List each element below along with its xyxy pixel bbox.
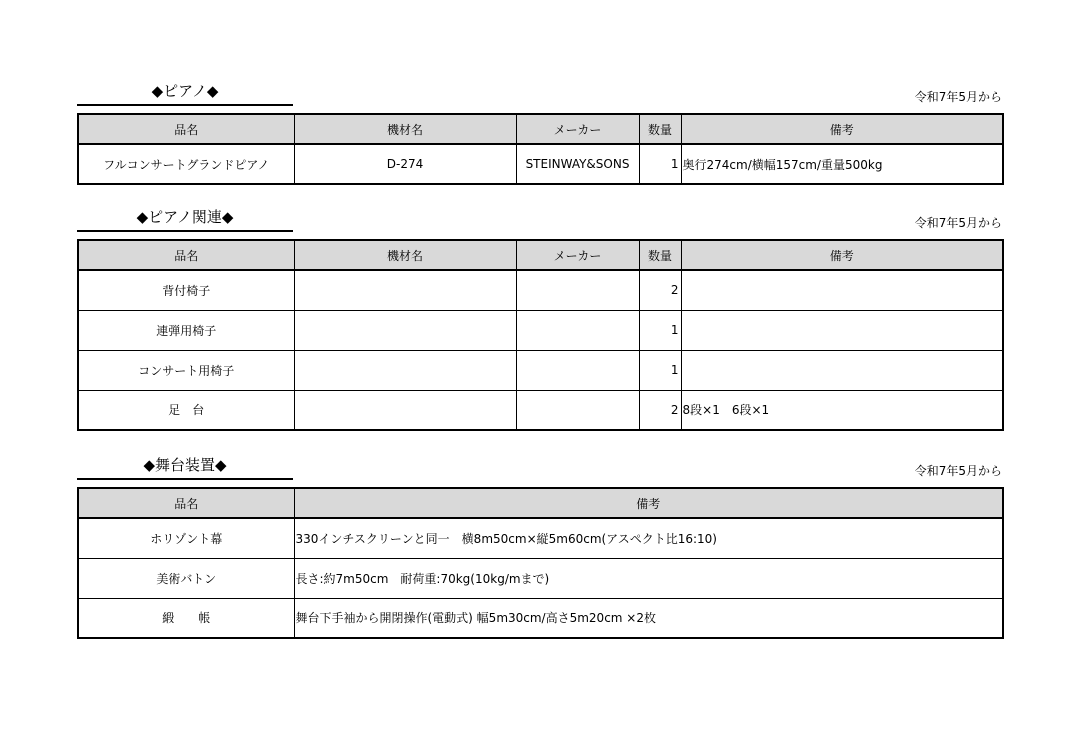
cell-maker (516, 390, 639, 430)
piano-related-section (77, 206, 1004, 436)
section-title: ◆ピアノ◆ (77, 80, 293, 106)
section-date: 令和7年5月から (914, 216, 1002, 230)
header-name: 品名 (78, 488, 294, 518)
cell-name: コンサート用椅子 (78, 350, 294, 390)
cell-qty: 1 (639, 144, 681, 184)
header-note: 備考 (681, 240, 1003, 270)
piano-related-table (77, 239, 1004, 431)
cell-name: 連弾用椅子 (78, 310, 294, 350)
cell-qty: 1 (639, 310, 681, 350)
header-name: 品名 (78, 240, 294, 270)
stage-section (77, 454, 1004, 644)
cell-maker (516, 270, 639, 310)
header-maker: メーカー (516, 240, 639, 270)
cell-maker (516, 310, 639, 350)
cell-note: 長さ:約7m50cm 耐荷重:70kg(10kg/mまで) (294, 558, 1003, 598)
cell-note (681, 270, 1003, 310)
cell-qty: 2 (639, 390, 681, 430)
cell-maker: STEINWAY&SONS (516, 144, 639, 184)
cell-maker (516, 350, 639, 390)
cell-model (294, 390, 516, 430)
header-name: 品名 (78, 114, 294, 144)
cell-name: 緞 帳 (78, 598, 294, 638)
cell-qty: 2 (639, 270, 681, 310)
cell-note: 奥行274cm/横幅157cm/重量500kg (681, 144, 1003, 184)
table-row (78, 144, 1003, 184)
cell-note (681, 350, 1003, 390)
cell-name: 背付椅子 (78, 270, 294, 310)
cell-note: 330インチスクリーンと同一 横8m50cm×縦5m60cm(アスペクト比16:10) (294, 518, 1003, 558)
table-row (78, 270, 1003, 310)
section-title: ◆ピアノ関連◆ (77, 206, 293, 232)
piano-table (77, 113, 1004, 185)
header-qty: 数量 (639, 240, 681, 270)
header-note: 備考 (294, 488, 1003, 518)
cell-note (681, 310, 1003, 350)
cell-model (294, 270, 516, 310)
header-note: 備考 (681, 114, 1003, 144)
section-title: ◆舞台装置◆ (77, 454, 293, 480)
table-row (78, 518, 1003, 558)
cell-name: 足 台 (78, 390, 294, 430)
cell-model (294, 350, 516, 390)
table-row (78, 558, 1003, 598)
header-qty: 数量 (639, 114, 681, 144)
table-row (78, 598, 1003, 638)
header-model: 機材名 (294, 240, 516, 270)
cell-qty: 1 (639, 350, 681, 390)
section-date: 令和7年5月から (914, 90, 1002, 104)
header-maker: メーカー (516, 114, 639, 144)
table-row (78, 390, 1003, 430)
cell-note: 舞台下手袖から開閉操作(電動式) 幅5m30cm/高さ5m20cm ×2枚 (294, 598, 1003, 638)
table-row (78, 310, 1003, 350)
cell-model: D-274 (294, 144, 516, 184)
header-model: 機材名 (294, 114, 516, 144)
section-date: 令和7年5月から (914, 464, 1002, 478)
table-row (78, 350, 1003, 390)
cell-name: フルコンサートグランドピアノ (78, 144, 294, 184)
cell-model (294, 310, 516, 350)
cell-name: 美術バトン (78, 558, 294, 598)
piano-section (77, 80, 1004, 190)
stage-table (77, 487, 1004, 639)
cell-name: ホリゾント幕 (78, 518, 294, 558)
cell-note: 8段×1 6段×1 (681, 390, 1003, 430)
